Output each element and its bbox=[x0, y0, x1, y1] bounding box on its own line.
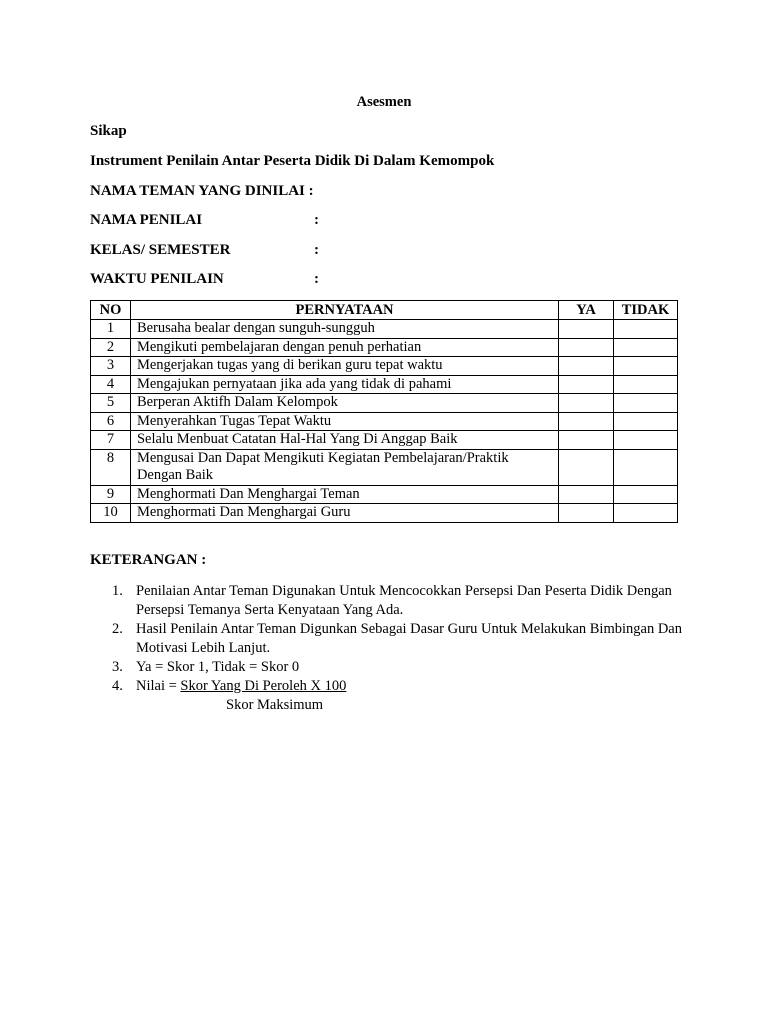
ya-cell[interactable] bbox=[559, 485, 614, 504]
keterangan-heading: KETERANGAN : bbox=[90, 552, 207, 568]
instrument-title: Instrument Penilain Antar Peserta Didik Di Dalam Kemompok bbox=[90, 153, 495, 169]
tidak-cell[interactable] bbox=[614, 375, 678, 394]
row-statement: Mengikuti pembelajaran dengan penuh perhatian bbox=[130, 338, 558, 357]
list-item-number: 3. bbox=[112, 659, 123, 675]
row-number: 10 bbox=[91, 504, 131, 523]
row-statement: Menghormati Dan Menghargai Guru bbox=[130, 504, 558, 523]
tidak-cell[interactable] bbox=[614, 357, 678, 376]
table-row bbox=[91, 412, 678, 431]
field-label-kelas-semester: KELAS/ SEMESTER bbox=[90, 242, 231, 258]
list-item bbox=[90, 582, 690, 620]
tidak-cell[interactable] bbox=[614, 412, 678, 431]
table-row bbox=[91, 485, 678, 504]
row-number: 6 bbox=[91, 412, 131, 431]
row-number: 1 bbox=[91, 320, 131, 339]
header-tidak: TIDAK bbox=[614, 301, 678, 320]
row-number: 4 bbox=[91, 375, 131, 394]
field-label-nama-penilai: NAMA PENILAI bbox=[90, 212, 203, 228]
row-number: 5 bbox=[91, 394, 131, 413]
field-colon-nama-penilai: : bbox=[314, 212, 319, 228]
tidak-cell[interactable] bbox=[614, 394, 678, 413]
ya-cell[interactable] bbox=[559, 357, 614, 376]
table-row bbox=[91, 375, 678, 394]
section-subtitle: Sikap bbox=[90, 123, 127, 139]
list-item bbox=[90, 658, 690, 677]
ya-cell[interactable] bbox=[559, 412, 614, 431]
tidak-cell[interactable] bbox=[614, 338, 678, 357]
list-item bbox=[90, 620, 690, 658]
row-number: 8 bbox=[91, 449, 131, 485]
tidak-cell[interactable] bbox=[614, 449, 678, 485]
list-item-number: 4. bbox=[112, 678, 123, 694]
row-statement: Mengajukan pernyataan jika ada yang tidak di pahami bbox=[130, 375, 558, 394]
table-row bbox=[91, 394, 678, 413]
table-row bbox=[91, 357, 678, 376]
list-item-number: 2. bbox=[112, 621, 123, 637]
row-statement: Berperan Aktifh Dalam Kelompok bbox=[130, 394, 558, 413]
list-item-text: Ya = Skor 1, Tidak = Skor 0 bbox=[136, 659, 300, 675]
keterangan-list bbox=[90, 582, 690, 715]
tidak-cell[interactable] bbox=[614, 320, 678, 339]
field-colon-kelas-semester: : bbox=[314, 242, 319, 258]
table-row bbox=[91, 431, 678, 450]
row-statement: Menghormati Dan Menghargai Teman bbox=[130, 485, 558, 504]
formula-denominator: Skor Maksimum bbox=[226, 697, 324, 713]
row-statement: Berusaha bealar dengan sunguh-sungguh bbox=[130, 320, 558, 339]
ya-cell[interactable] bbox=[559, 320, 614, 339]
formula-prefix: Nilai = bbox=[136, 678, 181, 694]
row-statement: Menyerahkan Tugas Tepat Waktu bbox=[130, 412, 558, 431]
ya-cell[interactable] bbox=[559, 504, 614, 523]
header-statement: PERNYATAAN bbox=[130, 301, 558, 320]
field-label-nama-teman: NAMA TEMAN YANG DINILAI : bbox=[90, 183, 314, 199]
tidak-cell[interactable] bbox=[614, 431, 678, 450]
header-ya: YA bbox=[559, 301, 614, 320]
table-row bbox=[91, 449, 678, 485]
tidak-cell[interactable] bbox=[614, 504, 678, 523]
table-header-row bbox=[91, 301, 678, 320]
ya-cell[interactable] bbox=[559, 338, 614, 357]
table-row bbox=[91, 338, 678, 357]
ya-cell[interactable] bbox=[559, 431, 614, 450]
table-row bbox=[91, 320, 678, 339]
list-item-text: Hasil Penilain Antar Teman Digunkan Sebagai Dasar Guru Untuk Melakukan Bimbingan Dan Motivasi Lebih Lanjut. bbox=[136, 621, 682, 656]
assessment-table bbox=[90, 300, 678, 523]
field-label-waktu-penilain: WAKTU PENILAIN bbox=[90, 271, 224, 287]
document-title: Asesmen bbox=[356, 94, 412, 110]
field-colon-waktu-penilain: : bbox=[314, 271, 319, 287]
header-no: NO bbox=[91, 301, 131, 320]
row-number: 7 bbox=[91, 431, 131, 450]
row-number: 9 bbox=[91, 485, 131, 504]
list-item-text: Penilaian Antar Teman Digunakan Untuk Mencocokkan Persepsi Dan Peserta Didik Dengan Persepsi Temanya Serta Kenyataan Yang Ada. bbox=[136, 583, 672, 618]
row-statement: Mengusai Dan Dapat Mengikuti Kegiatan Pembelajaran/Praktik Dengan Baik bbox=[130, 449, 558, 485]
table-row bbox=[91, 504, 678, 523]
row-number: 2 bbox=[91, 338, 131, 357]
list-item-number: 1. bbox=[112, 583, 123, 599]
list-item bbox=[90, 677, 690, 715]
formula-numerator: Skor Yang Di Peroleh X 100 bbox=[180, 678, 347, 694]
row-statement: Mengerjakan tugas yang di berikan guru tepat waktu bbox=[130, 357, 558, 376]
ya-cell[interactable] bbox=[559, 449, 614, 485]
row-number: 3 bbox=[91, 357, 131, 376]
ya-cell[interactable] bbox=[559, 394, 614, 413]
tidak-cell[interactable] bbox=[614, 485, 678, 504]
row-statement: Selalu Menbuat Catatan Hal-Hal Yang Di Anggap Baik bbox=[130, 431, 558, 450]
ya-cell[interactable] bbox=[559, 375, 614, 394]
